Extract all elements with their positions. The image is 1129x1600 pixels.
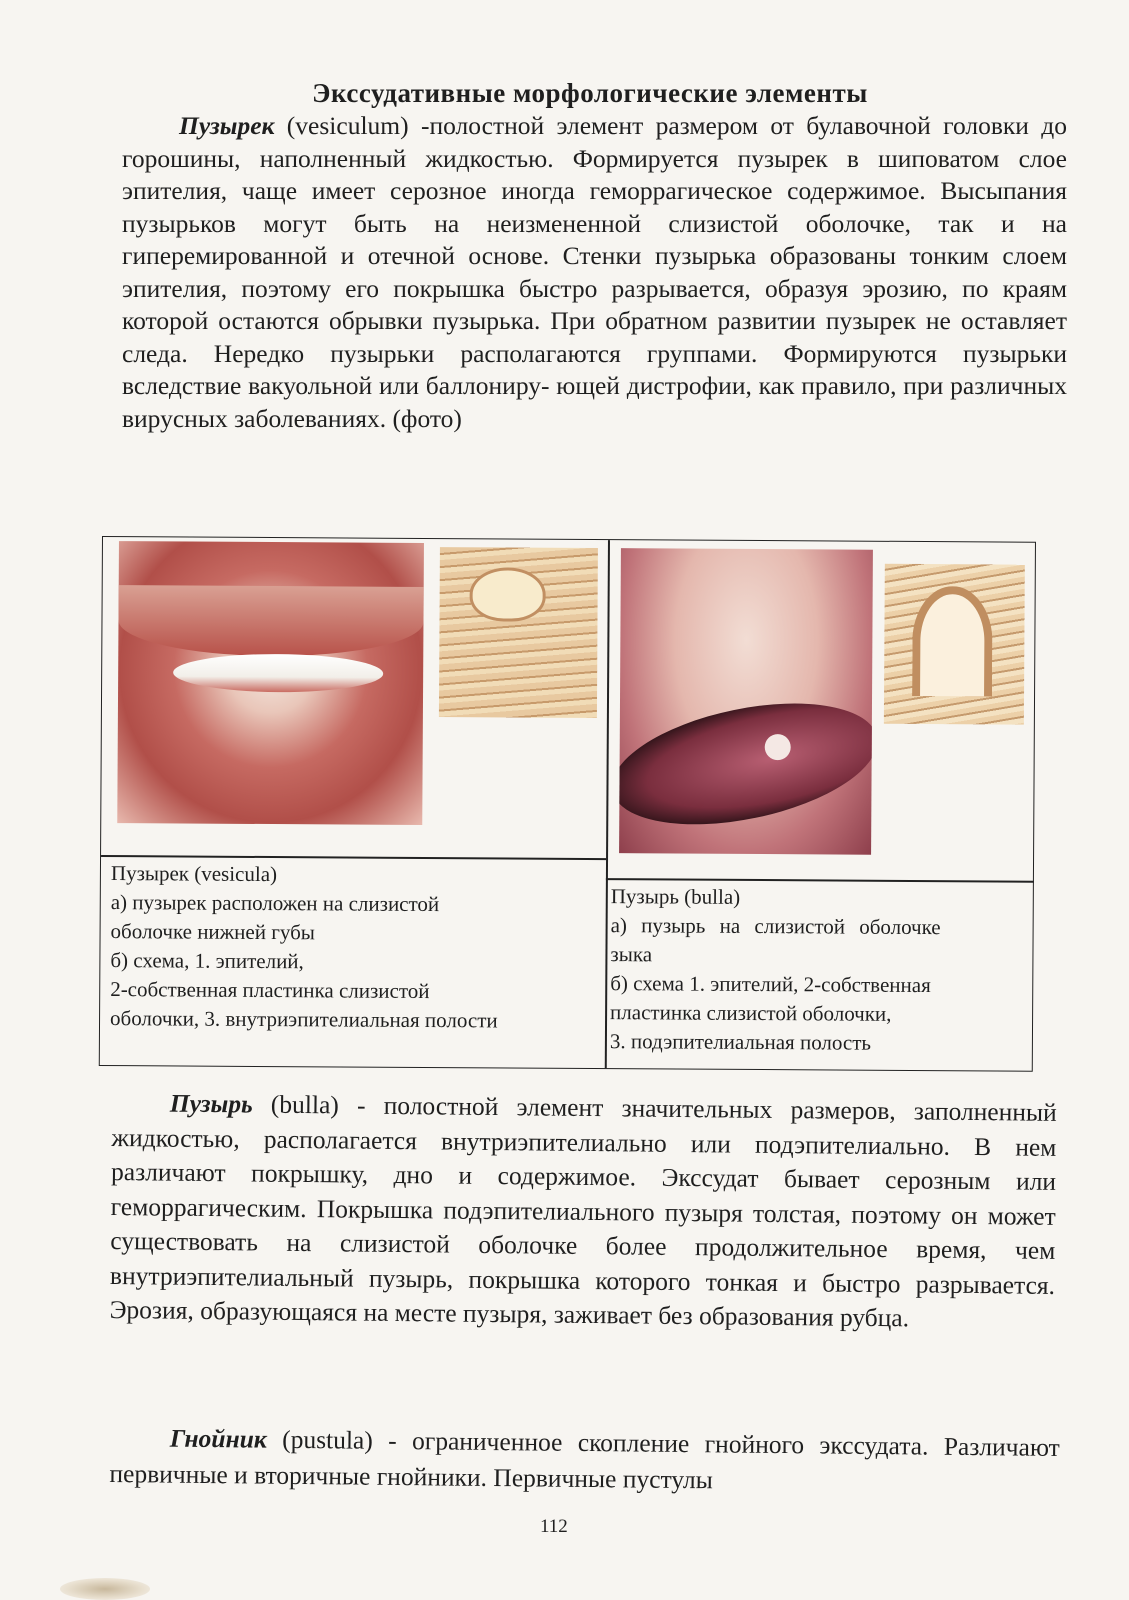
page-number: 112 [540,1516,568,1537]
photo-tongue-bulla [619,548,873,855]
paragraph-vesicle [122,110,1067,435]
paragraph-bulla-text: (bulla) - полостной элемент значительных размеров, заполненный жидкостью, располагается внутриэпителиально или подэпителиально. В нем различают покрышку, дно и содержимое. Экссудат бывает серозным или геморрагическим. Покрышка подэпителиального пузыря толстая, поэтому он может существовать на слизистой оболочке более продолжительное время, чем внутриэпителиальный пузырь, покрышка которого тонкая и быстро разрывается. Эрозия, образующаяся на месте пузыря, заживает без образования рубца. [109,1089,1057,1333]
photo-detail [118,585,423,657]
caption-line: б) схема, 1. эпителий, [110,948,304,974]
caption-line: Пузырь (bulla) [610,884,741,909]
figure-table [99,536,1036,1072]
paragraph-pustule-text: (pustula) - ограниченное скопление гнойного экссудата. Различают первичные и вторичные гнойники. Первичные пустулы [109,1424,1060,1495]
paragraph-bulla [109,1086,1056,1337]
photo-detail [765,734,791,760]
diagram-detail [469,567,545,621]
caption-bulla [610,882,1031,1059]
caption-line: 2-собственная пластинка слизистой [110,977,430,1004]
section-heading: Экссудативные морфологические элементы [312,78,868,108]
table-divider [605,540,610,1068]
paragraph-pustule [109,1420,1060,1502]
term-bulla: Пузырь [169,1088,253,1119]
term-pustule: Гнойник [169,1423,267,1454]
paragraph-vesicle-text: (vesiculum) -полостной элемент размером от булавочной головки до горошины, наполненный жидкостью. Формируется пузырек в шиповатом слое эпителия, чаще имеет серозное иногда геморрагическое содержимое. Высыпания пузырьков могут быть на неизмененной слизистой оболочке, так и на гиперемированной и отечной основе. Стенки пузырька образованы тонким слоем эпителия, поэтому его покрышка быстро разрывается, образуя эрозию, по краям которой остаются обрывки пузырька. При обратном развитии пузырек не оставляет следа. Нередко пузырьки располагаются группами. Формируются пузырьки вследствие вакуольной или баллониру- ющей дистрофии, как правило, при различных вирусных заболеваниях. (фото) [122,111,1067,433]
caption-line: оболочки, 3. внутриэпителиальная полости [109,1006,498,1033]
caption-line: оболочке нижней губы [110,919,315,945]
caption-line: 3. подэпителиальная полость [609,1029,872,1055]
diagram-detail [912,586,993,696]
caption-line: а) пузырек расположен на слизистой [110,890,440,917]
caption-line: б) схема 1. эпителий, 2-собственная [610,971,931,998]
diagram-bulla-scheme [884,564,1025,725]
caption-line: пластинка слизистой оболочки, [610,1000,892,1026]
scan-smudge [60,1578,150,1600]
photo-detail [173,653,383,692]
caption-line: зыка [610,942,653,967]
diagram-vesicle-scheme [439,547,598,718]
photo-lip-vesicle [117,541,424,825]
caption-line: а) пузырь на слизистой оболочке [610,913,941,940]
caption-line: Пузырек (vesicula) [110,861,278,887]
term-vesicle: Пузырек [179,111,275,140]
caption-vesicle [110,859,601,1036]
photo-detail [619,683,873,845]
